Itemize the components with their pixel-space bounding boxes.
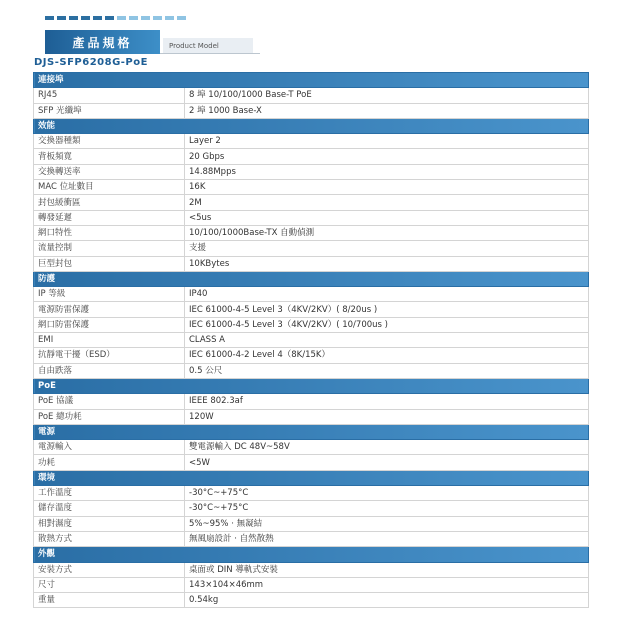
table-row [34, 134, 589, 149]
table-row [34, 409, 589, 424]
table-row [34, 225, 589, 240]
spec-label: 轉發延遲 [34, 210, 185, 225]
section-header [34, 271, 589, 286]
page-subtitle: Product Model [163, 38, 253, 54]
spec-label: 網口防雷保護 [34, 317, 185, 332]
table-row [34, 287, 589, 302]
section-header [34, 378, 589, 393]
section-title: 防護 [34, 271, 589, 286]
spec-value: 2 埠 1000 Base-X [185, 103, 589, 118]
spec-label: PoE 總功耗 [34, 409, 185, 424]
spec-table [33, 72, 589, 608]
spec-value: 14.88Mpps [185, 164, 589, 179]
spec-label: 巨型封包 [34, 256, 185, 271]
spec-label: IP 等級 [34, 287, 185, 302]
model-name: DJS-SFP6208G-PoE [34, 57, 148, 68]
spec-value: <5W [185, 455, 589, 470]
section-title: 效能 [34, 118, 589, 133]
table-row [34, 455, 589, 470]
table-row [34, 210, 589, 225]
spec-value: 10/100/1000Base-TX 自動偵測 [185, 225, 589, 240]
section-title: 環境 [34, 470, 589, 485]
table-row [34, 164, 589, 179]
table-row [34, 317, 589, 332]
spec-label: 散熱方式 [34, 531, 185, 546]
table-row [34, 333, 589, 348]
spec-value: <5us [185, 210, 589, 225]
spec-value: IEC 61000-4-5 Level 3（4KV/2KV）( 10/700us ) [185, 317, 589, 332]
decorative-dots [45, 16, 186, 20]
table-row [34, 195, 589, 210]
spec-value: 0.54kg [185, 593, 589, 608]
table-row [34, 501, 589, 516]
table-row [34, 593, 589, 608]
spec-value: 0.5 公尺 [185, 363, 589, 378]
spec-value: IEEE 802.3af [185, 394, 589, 409]
table-row [34, 531, 589, 546]
section-header [34, 424, 589, 439]
spec-label: 電源防雷保護 [34, 302, 185, 317]
spec-value: 支援 [185, 241, 589, 256]
spec-label: 自由跌落 [34, 363, 185, 378]
table-row [34, 363, 589, 378]
header-banner [45, 16, 223, 50]
table-row [34, 88, 589, 103]
spec-label: 工作溫度 [34, 486, 185, 501]
spec-label: 流量控制 [34, 241, 185, 256]
spec-label: 封包緩衝區 [34, 195, 185, 210]
section-header [34, 547, 589, 562]
spec-value: 20 Gbps [185, 149, 589, 164]
spec-value: 桌面或 DIN 導軌式安裝 [185, 562, 589, 577]
section-title: 電源 [34, 424, 589, 439]
spec-value: IEC 61000-4-2 Level 4（8K/15K） [185, 348, 589, 363]
spec-label: SFP 光纖埠 [34, 103, 185, 118]
table-row [34, 577, 589, 592]
table-row [34, 348, 589, 363]
spec-label: RJ45 [34, 88, 185, 103]
spec-label: 尺寸 [34, 577, 185, 592]
spec-label: MAC 位址數目 [34, 180, 185, 195]
section-title: PoE [34, 378, 589, 393]
section-header [34, 73, 589, 88]
spec-label: 背板頻寬 [34, 149, 185, 164]
table-row [34, 241, 589, 256]
table-row [34, 562, 589, 577]
table-row [34, 256, 589, 271]
spec-value: 2M [185, 195, 589, 210]
section-header [34, 118, 589, 133]
spec-label: 重量 [34, 593, 185, 608]
page-title: 產品規格 [45, 30, 160, 54]
table-row [34, 394, 589, 409]
spec-label: 電源輸入 [34, 440, 185, 455]
table-row [34, 486, 589, 501]
table-row [34, 180, 589, 195]
section-header [34, 470, 589, 485]
spec-value: 143×104×46mm [185, 577, 589, 592]
divider [160, 53, 260, 54]
table-row [34, 149, 589, 164]
spec-value: 5%~95% · 無凝結 [185, 516, 589, 531]
spec-value: IEC 61000-4-5 Level 3（4KV/2KV）( 8/20us ) [185, 302, 589, 317]
spec-value: -30°C~+75°C [185, 501, 589, 516]
table-row [34, 516, 589, 531]
section-title: 連接埠 [34, 73, 589, 88]
spec-value: 8 埠 10/100/1000 Base-T PoE [185, 88, 589, 103]
spec-value: -30°C~+75°C [185, 486, 589, 501]
spec-value: 120W [185, 409, 589, 424]
table-row [34, 440, 589, 455]
spec-label: 交換轉送率 [34, 164, 185, 179]
table-row [34, 103, 589, 118]
spec-label: 交換器種類 [34, 134, 185, 149]
section-title: 外觀 [34, 547, 589, 562]
spec-label: 儲存溫度 [34, 501, 185, 516]
spec-label: PoE 協議 [34, 394, 185, 409]
spec-value: IP40 [185, 287, 589, 302]
spec-label: 相對濕度 [34, 516, 185, 531]
spec-label: 功耗 [34, 455, 185, 470]
spec-value: 10KBytes [185, 256, 589, 271]
spec-label: EMI [34, 333, 185, 348]
spec-value: 無風扇設計 · 自然散熱 [185, 531, 589, 546]
spec-label: 網口特性 [34, 225, 185, 240]
spec-value: CLASS A [185, 333, 589, 348]
spec-label: 抗靜電干擾（ESD） [34, 348, 185, 363]
table-row [34, 302, 589, 317]
spec-value: 16K [185, 180, 589, 195]
spec-value: 雙電源輸入 DC 48V~58V [185, 440, 589, 455]
spec-label: 安裝方式 [34, 562, 185, 577]
spec-value: Layer 2 [185, 134, 589, 149]
